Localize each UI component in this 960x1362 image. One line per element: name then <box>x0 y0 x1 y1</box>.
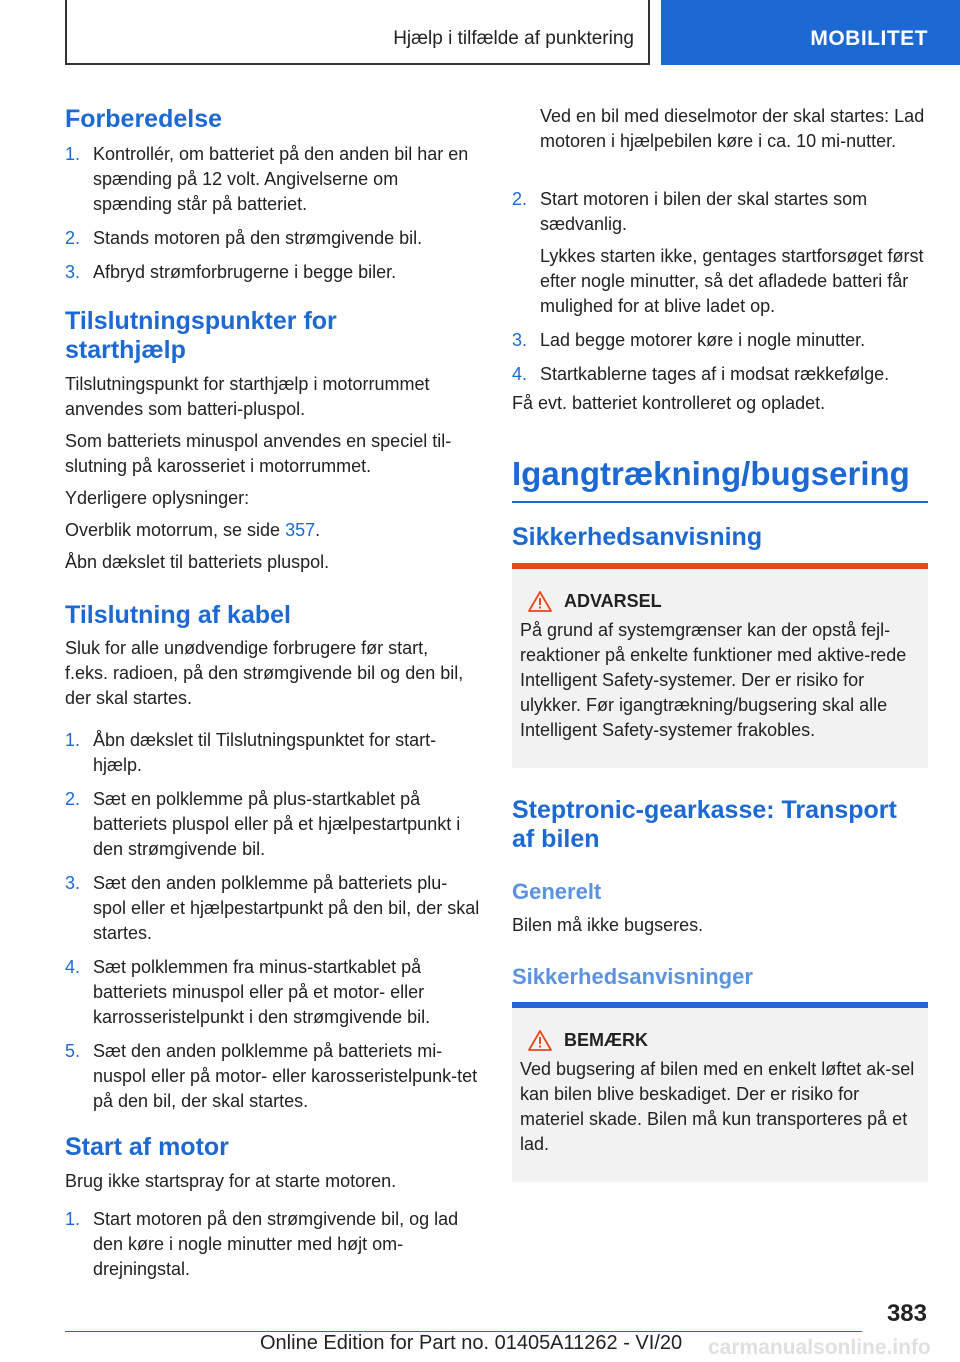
list-tilslutning-kabel <box>65 728 480 1114</box>
warning-header <box>528 591 920 612</box>
running-header-frame <box>65 0 650 65</box>
heading-forberedelse: Forberedelse <box>65 105 223 133</box>
running-header-title: Hjælp i tilfælde af punktering <box>393 28 634 49</box>
warning-triangle-icon <box>528 591 552 612</box>
list-item: 3. Lad begge motorer køre i nogle minutter. <box>512 330 866 350</box>
list-continuation: Ved en bil med dieselmotor der skal startes: Lad motoren i hjælpebilen køre i ca. 10 mi-nutter. <box>540 106 925 151</box>
list-start-motor <box>65 1207 480 1282</box>
notice-bar <box>512 1002 928 1008</box>
paragraph: Brug ikke startspray for at starte motoren. <box>65 1171 397 1191</box>
page-reference-link[interactable]: 357 <box>285 520 316 540</box>
page-number: 383 <box>886 1300 927 1327</box>
list-item: 2. Start motoren i bilen der skal startes som sædvanlig. Lykkes starten ikke, gentages startforsøget først efter nogle minutter, så det afladede batteri får mulighed for at blive ladet op. <box>512 189 924 316</box>
paragraph: Få evt. batteriet kontrolleret og opladet. <box>512 393 826 413</box>
chapter-tab-label: MOBILITET <box>810 27 928 50</box>
heading-steptronic: Steptronic-gearkasse: Transport af bilen <box>512 796 897 853</box>
heading-tilslutning-kabel: Tilslutning af kabel <box>65 601 291 629</box>
notice-text: Ved bugsering af bilen med en enkelt løftet ak-sel kan bilen blive beskadiget. Der er risiko for materiel skade. Bilen må kun transporteres på et lad. <box>520 1059 915 1154</box>
heading-tilslutningspunkter: Tilslutningspunkter for starthjælp <box>65 307 337 364</box>
notice-box <box>512 1002 928 1182</box>
list-item: 1. Åbn dækslet til Tilslutningspunktet for start-hjælp. <box>65 730 437 775</box>
list-item: 2. Sæt en polklemme på plus-startkablet på batteriets pluspol eller på et hjælpestartpunkt i den strømgivende bil. <box>65 789 461 859</box>
list-item: 2. Stands motoren på den strømgivende bil. <box>65 228 423 248</box>
warning-bar <box>512 563 928 569</box>
paragraph: Yderligere oplysninger: <box>65 488 250 508</box>
paragraph: Tilslutningspunkt for starthjælp i motorrummet anvendes som batteri-pluspol. <box>65 374 430 419</box>
heading-generelt: Generelt <box>512 879 602 904</box>
warning-label: ADVARSEL <box>564 591 662 611</box>
list-item: 4. Startkablerne tages af i modsat rækkefølge. <box>512 364 890 384</box>
paragraph: Åbn dækslet til batteriets pluspol. <box>65 552 330 572</box>
warning-triangle-icon <box>528 1030 552 1051</box>
footer-edition: Online Edition for Part no. 01405A11262 - VI/20 <box>260 1332 683 1354</box>
paragraph: Sluk for alle unødvendige forbrugere før start, f.eks. radioen, på den strømgivende bil og den bil, der skal startes. <box>65 638 464 708</box>
list-item: 3. Sæt den anden polklemme på batteriets plu-spol eller et hjælpestartpunkt på den bil, der skal startes. <box>65 873 480 943</box>
chapter-heading-igangtraekning: Igangtrækning/bugsering <box>512 455 928 503</box>
notice-label: BEMÆRK <box>564 1030 648 1050</box>
heading-sikkerhedsanvisning: Sikkerhedsanvisning <box>512 523 763 551</box>
list-item: 3. Afbryd strømforbrugerne i begge biler. <box>65 262 397 282</box>
paragraph-cross-reference: Overblik motorrum, se side 357. <box>65 520 321 540</box>
list-item: 5. Sæt den anden polklemme på batteriets mi-nuspol eller på motor- eller karosseristelpunk-tet på den bil, der skal startes. <box>65 1041 478 1111</box>
footer-watermark: carmanualsonline.info <box>708 1336 931 1359</box>
warning-box <box>512 563 928 768</box>
list-item: 1. Start motoren på den strømgivende bil, og lad den køre i nogle minutter med højt om-drejningstal. <box>65 1209 459 1279</box>
warning-text: På grund af systemgrænser kan der opstå fejl-reaktioner på enkelte funktioner med aktive-rede Intelligent Safety-systemer. Der er risiko for ulykker. Før igangtrækning/bugsering skal alle Intelligent Safety-systemer frakobles. <box>520 620 907 740</box>
notice-header <box>528 1030 920 1051</box>
list-start-continued <box>512 187 928 387</box>
heading-start-motor: Start af motor <box>65 1133 229 1161</box>
tilslutningspunkter-body <box>65 372 480 575</box>
list-item: 1. Kontrollér, om batteriet på den anden bil har en spænding på 12 volt. Angivelserne om spænding står på batteriet. <box>65 144 469 214</box>
heading-sikkerhedsanvisninger: Sikkerhedsanvisninger <box>512 964 753 989</box>
list-item: 4. Sæt polklemmen fra minus-startkablet på batteriets minuspol eller på et motor- eller karrosseristelpunkt i den strømgivende bil. <box>65 957 431 1027</box>
paragraph: Bilen må ikke bugseres. <box>512 915 704 935</box>
paragraph: Som batteriets minuspol anvendes en speciel til-slutning på karosseriet i motorrummet. <box>65 431 452 476</box>
chapter-tab <box>661 0 960 65</box>
list-forberedelse <box>65 142 480 285</box>
